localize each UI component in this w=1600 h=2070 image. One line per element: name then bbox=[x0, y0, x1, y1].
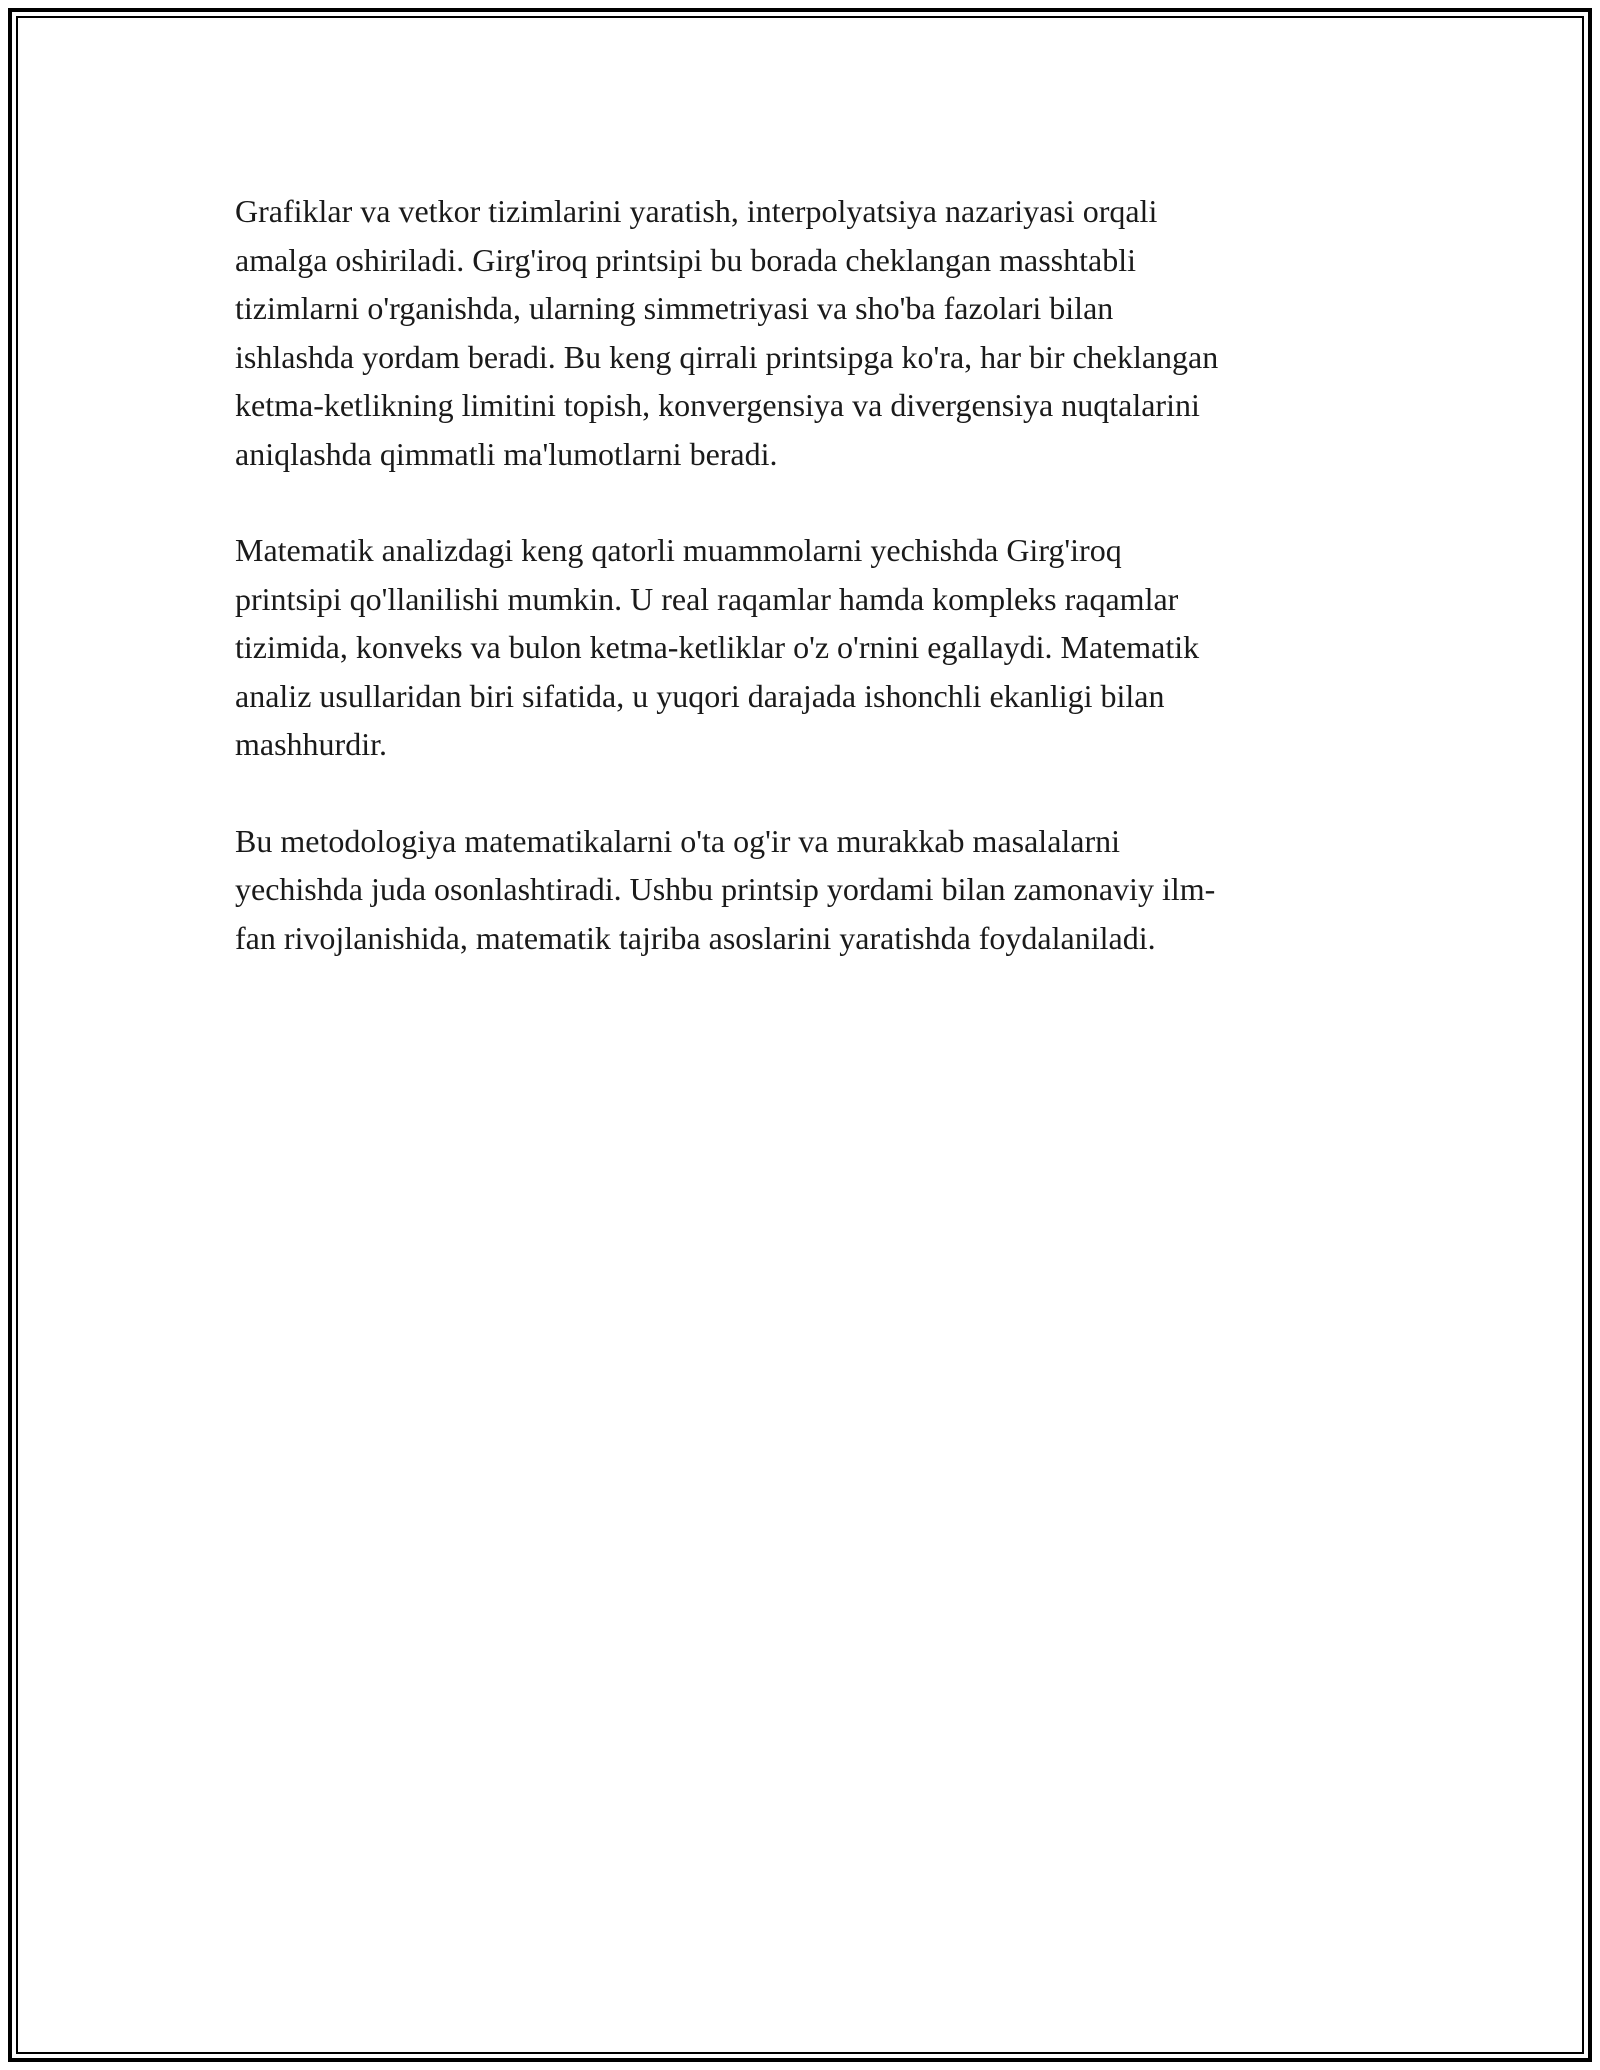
text-line: aniqlashda qimmatli ma'lumotlarni beradi. bbox=[235, 435, 778, 472]
text-line: ishlashda yordam beradi. Bu keng qirrali printsipga ko'ra, har bir cheklangan bbox=[235, 338, 1219, 375]
text-line: mashhurdir. bbox=[235, 726, 387, 762]
text-line: Bu metodologiya matematikalarni o'ta og'ir va murakkab masalalarni bbox=[235, 822, 1121, 859]
text-line: amalga oshiriladi. Girg'iroq printsipi bu borada cheklangan masshtabli bbox=[235, 241, 1136, 278]
text-line: tizimida, konveks va bulon ketma-ketliklar o'z o'rnini egallaydi. Matematik bbox=[235, 629, 1200, 665]
paragraph-3 bbox=[235, 817, 1365, 963]
document-body bbox=[235, 187, 1365, 1010]
text-line: Grafiklar va vetkor tizimlarini yaratish, interpolyatsiya nazariyasi orqali bbox=[235, 193, 1158, 229]
text-line: Matematik analizdagi keng qatorli muammolarni yechishda Girg'iroq bbox=[235, 532, 1122, 568]
text-line: tizimlarni o'rganishda, ularning simmetriyasi va sho'ba fazolari bilan bbox=[235, 290, 1114, 326]
text-line: printsipi qo'llanilishi mumkin. U real raqamlar hamda kompleks raqamlar bbox=[235, 580, 1179, 617]
paragraph-2 bbox=[235, 526, 1365, 769]
text-line: fan rivojlanishida, matematik tajriba asoslarini yaratishda foydalaniladi. bbox=[235, 919, 1156, 956]
text-line: analiz usullaridan biri sifatida, u yuqori darajada ishonchli ekanligi bilan bbox=[235, 677, 1165, 714]
text-line: yechishda juda osonlashtiradi. Ushbu printsip yordami bilan zamonaviy ilm- bbox=[235, 871, 1216, 907]
text-line: ketma-ketlikning limitini topish, konvergensiya va divergensiya nuqtalarini bbox=[235, 387, 1200, 423]
paragraph-1 bbox=[235, 187, 1365, 478]
